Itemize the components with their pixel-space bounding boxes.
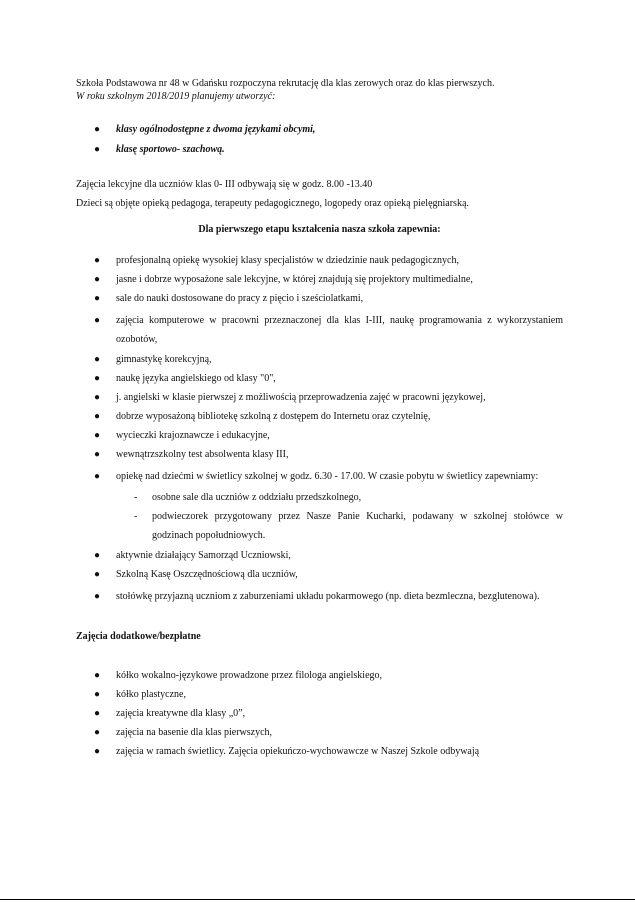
bullet-icon: ● (94, 670, 101, 681)
list-item: ● profesjonalną opiekę wysokiej klasy specjalistów w dziedzinie nauk pedagogicznych, (94, 255, 459, 266)
dash-icon: - (134, 492, 138, 503)
offer-list (76, 254, 563, 606)
list-item: ● j. angielski w klasie pierwszej z możliwością przeprowadzenia zajęć w pracowni językowej, (94, 392, 486, 403)
page-bottom-rule (0, 899, 635, 900)
care-sublist (116, 488, 563, 545)
list-item: ● klasę sportowo- szachową. (94, 144, 225, 155)
list-item: ● zajęcia komputerowe w pracowni przeznaczonej dla klas I-III, naukę programowania z wykorzystaniem ozobotów, (116, 311, 563, 349)
bullet-icon: ● (94, 293, 101, 304)
extra-activities-heading: Zajęcia dodatkowe/bezpłatne (76, 631, 201, 642)
bullet-icon: ● (94, 373, 101, 384)
list-item: ● jasne i dobrze wyposażone sale lekcyjne, w której znajdują się projektory multimedialne, (94, 274, 473, 285)
bullet-icon: ● (94, 591, 101, 602)
care-line: Dzieci są objęte opieką pedagoga, terapeuty pedagogicznego, logopedy oraz opieką pielęgniarską. (76, 198, 469, 209)
list-item: ● opiekę nad dziećmi w świetlicy szkolnej w godz. 6.30 - 17.00. W czasie pobytu w świetlicy zapewniamy: - osobne sale dla uczniów z oddziału przedszkolnego, - podwieczorek przygotowany przez Nasze Panie Kucharki, podawany w szkolnej stołówce w godzinach popołudniowych. (116, 467, 563, 545)
list-item: ● wewnątrzszkolny test absolwenta klasy III, (94, 449, 289, 460)
list-item: ● kółko wokalno-językowe prowadzone przez filologa angielskiego, (94, 670, 383, 681)
stage-heading: Dla pierwszego etapu kształcenia nasza szkoła zapewnia: (198, 224, 441, 235)
sub-list-item: - podwieczorek przygotowany przez Nasze Panie Kucharki, podawany w szkolnej stołówce w godzinach popołudniowych. (152, 507, 563, 545)
bullet-icon: ● (94, 746, 101, 757)
list-item: ● zajęcia na basenie dla klas pierwszych, (94, 727, 273, 738)
bullet-icon: ● (94, 550, 101, 561)
lesson-hours-line: Zajęcia lekcyjne dla uczniów klas 0- III odbywają się w godz. 8.00 -13.40 (76, 179, 373, 190)
list-item: ● aktywnie działający Samorząd Uczniowski, (94, 550, 291, 561)
bullet-icon: ● (94, 689, 101, 700)
bullet-icon: ● (94, 124, 101, 135)
list-item: ● stołówkę przyjazną uczniom z zaburzeniami układu pokarmowego (np. dieta bezmleczna, bezglutenowa). (116, 587, 563, 606)
intro-line-1: Szkoła Podstawowa nr 48 w Gdańsku rozpoczyna rekrutację dla klas zerowych oraz do klas pierwszych. (76, 78, 495, 89)
document-body (76, 77, 563, 764)
list-item: ● kółko plastyczne, (94, 689, 186, 700)
list-item: ● gimnastykę korekcyjną, (94, 354, 212, 365)
list-item: ● zajęcia kreatywne dla klasy „0”, (94, 708, 246, 719)
list-item: ● naukę języka angielskiego od klasy "0", (94, 373, 276, 384)
list-item: ● zajęcia w ramach świetlicy. Zajęcia opiekuńczo-wychowawcze w Naszej Szkole odbywają (94, 746, 480, 757)
bullet-icon: ● (94, 727, 101, 738)
bullet-icon: ● (94, 449, 101, 460)
intro-line-2: W roku szkolnym 2018/2019 planujemy utworzyć: (76, 91, 276, 102)
bullet-icon: ● (94, 708, 101, 719)
bullet-icon: ● (94, 430, 101, 441)
bullet-icon: ● (94, 411, 101, 422)
bullet-icon: ● (94, 569, 101, 580)
dash-icon: - (134, 511, 138, 522)
bullet-icon: ● (94, 354, 101, 365)
list-item: ● Szkolną Kasę Oszczędnościową dla uczniów, (94, 569, 298, 580)
list-item: ● klasy ogólnodostępne z dwoma językami obcymi, (94, 124, 316, 135)
list-item: ● sale do nauki dostosowane do pracy z pięcio i sześciolatkami, (94, 293, 364, 304)
bullet-icon: ● (94, 315, 101, 326)
bullet-icon: ● (94, 274, 101, 285)
extra-activities-list (76, 669, 563, 758)
list-item: ● wycieczki krajoznawcze i edukacyjne, (94, 430, 270, 441)
bullet-icon: ● (94, 392, 101, 403)
bullet-icon: ● (94, 255, 101, 266)
bullet-icon: ● (94, 144, 101, 155)
planned-classes-list (76, 123, 563, 156)
bullet-icon: ● (94, 471, 101, 482)
list-item: ● dobrze wyposażoną bibliotekę szkolną z dostępem do Internetu oraz czytelnię, (94, 411, 431, 422)
sub-list-item: - osobne sale dla uczniów z oddziału przedszkolnego, (152, 488, 563, 507)
